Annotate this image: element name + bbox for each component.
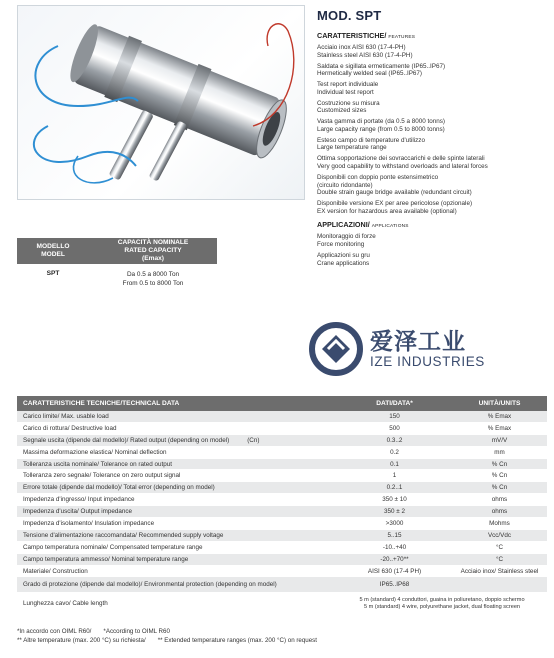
product-photo: [17, 5, 305, 200]
spec-value: 500: [389, 424, 400, 432]
technical-data-table: [17, 396, 547, 615]
spec-unit: % Cn: [491, 484, 508, 492]
technical-table-body: [17, 411, 547, 593]
table-row: [17, 530, 547, 542]
spec-note: (Cn): [247, 436, 260, 444]
spec-unit: mV/V: [491, 436, 508, 444]
spec-name: Carico di rottura/ Destructive load: [23, 424, 117, 432]
table-row: [17, 494, 547, 506]
application-item: Applicazioni su gru Crane applications: [317, 251, 370, 267]
table-row: [17, 542, 547, 554]
logo-chinese-name: 爱泽工业: [370, 329, 466, 355]
model-table: [17, 238, 217, 288]
spec-name: Tensione d'alimentazione raccomandata/ Recommended supply voltage: [23, 531, 224, 539]
footnote-2: ** Altre temperature (max. 200 °C) su richiesta/ ** Extended temperature ranges (max. 200 °C) on request: [17, 636, 317, 644]
table-row: [17, 423, 547, 435]
spec-name: Campo temperatura nominale/ Compensated temperature range: [23, 543, 203, 551]
spec-value: 0.3..2: [386, 436, 403, 444]
technical-table-header: [17, 396, 547, 411]
feature-item: Ottima sopportazione dei sovraccarichi e delle spinte laterali Very good capability to withstand overloads and lateral forces: [317, 155, 488, 171]
spec-name: Materiale/ Construction: [23, 567, 88, 575]
application-item: Monitoraggio di forze Force monitoring: [317, 233, 376, 248]
table-row: [17, 518, 547, 530]
footnotes: [17, 628, 547, 645]
spec-value: 150: [389, 412, 400, 420]
model-table-row: [17, 264, 217, 288]
features-heading: CARATTERISTICHE/ FEATURES: [317, 31, 416, 40]
spec-unit: Acciaio inox/ Stainless steel: [460, 567, 539, 575]
data-column-header: DATI/DATA*: [376, 400, 413, 407]
applications-heading: APPLICAZIONI/ APPLICATIONS: [317, 220, 409, 230]
model-column-header: MODELLO MODEL: [36, 243, 70, 258]
capacity-cell: Da 0.5 a 8000 Ton From 0.5 to 8000 Ton: [122, 271, 184, 287]
table-row: [17, 506, 547, 518]
table-row: [17, 411, 547, 423]
features-list: [317, 44, 547, 215]
spec-value: 5..15: [387, 531, 402, 539]
capacity-column-header: CAPACITÀ NOMINALE RATED CAPACITY (Emax): [117, 239, 189, 262]
spec-name: Carico limite/ Max. usable load: [23, 412, 109, 420]
spec-unit: Vcc/Vdc: [487, 531, 512, 539]
spec-value: 350 ± 2: [384, 508, 405, 516]
spec-unit: ohms: [491, 508, 508, 516]
spec-unit: % Cn: [491, 460, 508, 468]
spec-name: Campo temperatura ammesso/ Nominal temperature range: [23, 555, 189, 563]
spec-unit: % Emax: [487, 412, 512, 420]
spec-value: >3000: [385, 519, 404, 527]
table-row: [17, 554, 547, 566]
table-row: [17, 577, 547, 593]
spec-name: Grado di protezione (dipende dal modello)/ Environmental protection (depending on model): [23, 581, 277, 589]
feature-item: Costruzione su misura Customized sizes: [317, 99, 380, 115]
spec-unit: °C: [495, 543, 504, 551]
spec-name: Tolleranza uscita nominale/ Tolerance on rated output: [23, 460, 173, 468]
table-row-cable-length: Lunghezza cavo/ Cable length 5 m (standard) 4 conduttori, guaina in poliuretano, doppio schermo 5 m (standard) 4 wire, polyurethane jacket, dual floating screen: [17, 593, 547, 615]
spec-value: 0.2: [390, 448, 399, 456]
spec-name: Tolleranza zero segnale/ Tolerance on zero output signal: [23, 472, 181, 480]
table-row: [17, 459, 547, 471]
ize-logo-icon: [308, 321, 364, 377]
table-row: [17, 447, 547, 459]
footnote-1: *In accordo con OIML R60/ *According to OIML R60: [17, 628, 170, 635]
feature-item: Disponibili con doppio ponte estensimetrico (circuito ridondante) Double strain gauge bridge available (redundant circuit): [317, 174, 472, 197]
model-cell: SPT: [46, 270, 60, 277]
applications-list: [317, 233, 547, 267]
model-table-header: [17, 238, 217, 264]
spec-value: 1: [392, 472, 397, 480]
product-description: [317, 8, 547, 271]
spec-value: 350 ± 10: [382, 496, 407, 504]
spec-value: -10..+40: [382, 543, 407, 551]
feature-item: Disponibile versione EX per aree pericolose (opzionale) EX version for hazardous area available (optional): [317, 200, 473, 215]
spec-name: Impedenza d'uscita/ Output impedance: [23, 508, 133, 516]
feature-item: Saldata e sigillata ermeticamente (IP65..IP67) Hermetically welded seal (IP65..IP67): [317, 62, 446, 78]
spec-name: Segnale uscita (dipende dal modello)/ Rated output (depending on model): [23, 436, 230, 444]
spec-unit: % Cn: [491, 472, 508, 480]
spec-value: AISI 630 (17-4 PH): [367, 567, 422, 575]
feature-item: Vasta gamma di portate (da 0.5 a 8000 tonns) Large capacity range (from 0.5 to 8000 tonns): [317, 118, 445, 133]
spec-name: Impedenza d'isolamento/ Insulation impedance: [23, 519, 155, 527]
spec-name: Impedenza d'ingresso/ Input impedance: [23, 496, 135, 504]
logo-english-name: IZE INDUSTRIES: [370, 354, 485, 369]
product-title: MOD. SPT: [317, 8, 382, 23]
table-row: [17, 566, 547, 578]
spec-unit: Mohms: [489, 519, 510, 527]
cable-length-value: 5 m (standard) 4 conduttori, guaina in poliuretano, doppio schermo 5 m (standard) 4 wire, polyurethane jacket, dual floating screen: [359, 596, 525, 610]
table-row: [17, 435, 547, 447]
table-row: [17, 470, 547, 482]
spec-unit: % Emax: [487, 424, 512, 432]
spec-column-header: CARATTERISTICHE TECNICHE/TECHNICAL DATA: [23, 400, 180, 407]
feature-item: Test report individuale Individual test report: [317, 81, 379, 96]
spec-value: 0.1: [390, 460, 399, 468]
units-column-header: UNITÀ/UNITS: [478, 400, 521, 407]
feature-item: Acciaio inox AISI 630 (17-4-PH) Stainless steel AISI 630 (17-4-PH): [317, 44, 413, 59]
spec-value: IP65..IP68: [379, 581, 410, 589]
spec-value: -20..+70**: [380, 555, 409, 563]
spec-name: Errore totale (dipende dal modello)/ Total error (depending on model): [23, 484, 215, 492]
table-row: [17, 482, 547, 494]
spec-unit: °C: [495, 555, 504, 563]
spec-unit: mm: [494, 448, 505, 456]
spec-name: Massima deformazione elastica/ Nominal deflection: [23, 448, 167, 456]
spec-unit: ohms: [491, 496, 508, 504]
spec-value: 0.2..1: [386, 484, 403, 492]
load-pin-illustration: [18, 6, 305, 200]
company-logo: [306, 321, 546, 381]
feature-item: Esteso campo di temperature d'utilizzo Large temperature range: [317, 136, 425, 152]
